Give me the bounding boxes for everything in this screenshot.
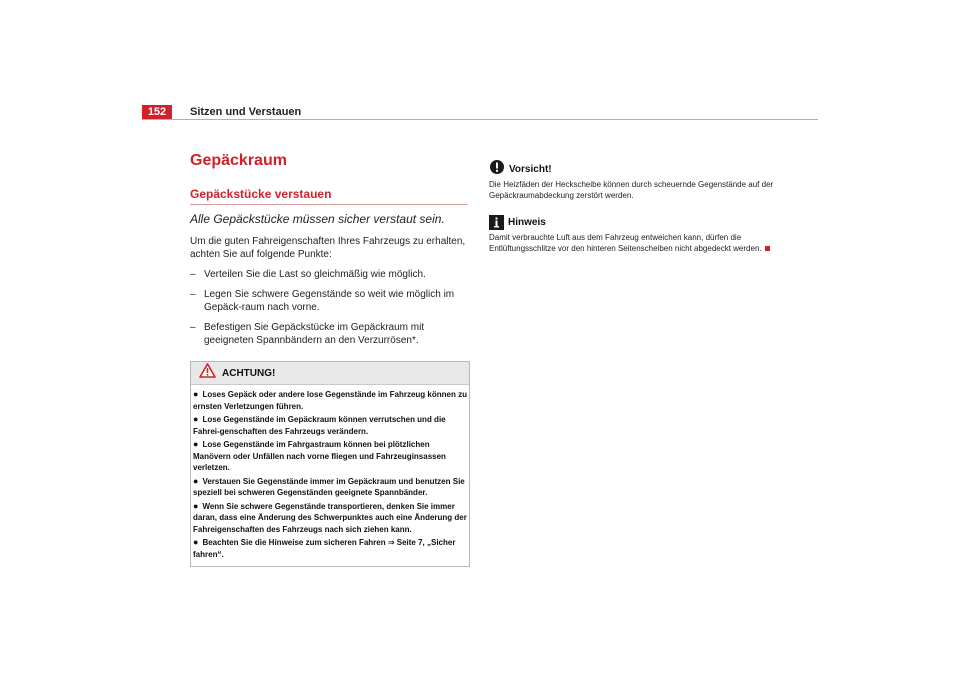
list-item: – Legen Sie schwere Gegenstände so weit wie möglich im Gepäck-raum nach vorne. [190,288,468,314]
section-title: Gepäckraum [190,152,287,169]
warning-item: ● Verstauen Sie Gegenstände immer im Gepäckraum und benutzen Sie speziell bei schweren Gegenständen geeignete Spannbänder. [193,475,465,497]
warning-body [191,385,469,566]
warning-item: ● Wenn Sie schwere Gegenstände transportieren, denken Sie immer daran, dass eine Änderung des Schwerpunktes auch eine Änderung der Fahreigenschaften des Fahrzeugs nach sich ziehen kann. [193,500,467,534]
warning-item: ● Lose Gegenstände im Gepäckraum können verrutschen und die Fahrei-genschaften des Fahrzeugs verändern. [193,414,446,436]
left-column [190,150,468,567]
header-rule [142,119,818,120]
intro-text: Um die guten Fahreigenschaften Ihres Fahrzeugs zu erhalten, achten Sie auf folgende Punkte: [190,236,466,260]
page-number: 152 [142,105,172,120]
warning-header [191,362,469,385]
warning-triangle-icon [199,363,216,383]
note-text: Damit verbrauchte Luft aus dem Fahrzeug entweichen kann, dürfen die Entlüftungsschlitze vor den hinteren Seitenscheiben nicht abgedeckt werden. [489,232,779,254]
instruction-list [190,268,468,347]
lead-text: Alle Gepäckstücke müssen sicher verstaut sein. [190,212,445,226]
caution-text: Die Heizfäden der Heckscheibe können durch scheuernde Gegenstände auf der Gepäckraumabdeckung zerstört werden. [489,180,774,200]
caution-title: Vorsicht! [509,163,552,175]
warning-item: ● Loses Gepäck oder andere lose Gegenstände im Fahrzeug können zu ernsten Verletzungen führen. [193,389,467,411]
warning-title: ACHTUNG! [222,367,276,379]
caution-block [489,160,779,201]
bullet-icon: ● [193,414,199,424]
end-of-section-icon [765,246,770,251]
subsection-rule [190,204,468,205]
bullet-icon: ● [193,500,199,511]
chapter-title: Sitzen und Verstauen [190,106,302,118]
warning-box [190,361,470,567]
bullet-icon: ● [193,439,199,449]
note-block [489,213,779,254]
warning-item: ● Beachten Sie die Hinweise zum sicheren Fahren ⇒ Seite 7, „Sicher fahren“. [193,537,456,559]
bullet-icon: ● [193,475,199,486]
caution-exclamation-icon [489,159,505,180]
info-icon [489,215,504,230]
subsection-title: Gepäckstücke verstauen [190,187,332,201]
note-header [489,213,779,231]
list-item: – Befestigen Sie Gepäckstücke im Gepäckraum mit geeigneten Spannbändern an den Verzurrösen*. [190,321,468,347]
caution-header [489,160,779,178]
note-title: Hinweis [508,216,546,228]
bullet-icon: ● [193,389,199,399]
list-item: – Verteilen Sie die Last so gleichmäßig wie möglich. [190,268,468,281]
bullet-icon: ● [193,537,199,547]
right-column [489,160,779,266]
warning-item: ● Lose Gegenstände im Fahrgastraum können bei plötzlichen Manövern oder Unfällen nach vorne fliegen und Fahrzeuginsassen verletzen. [193,439,446,472]
